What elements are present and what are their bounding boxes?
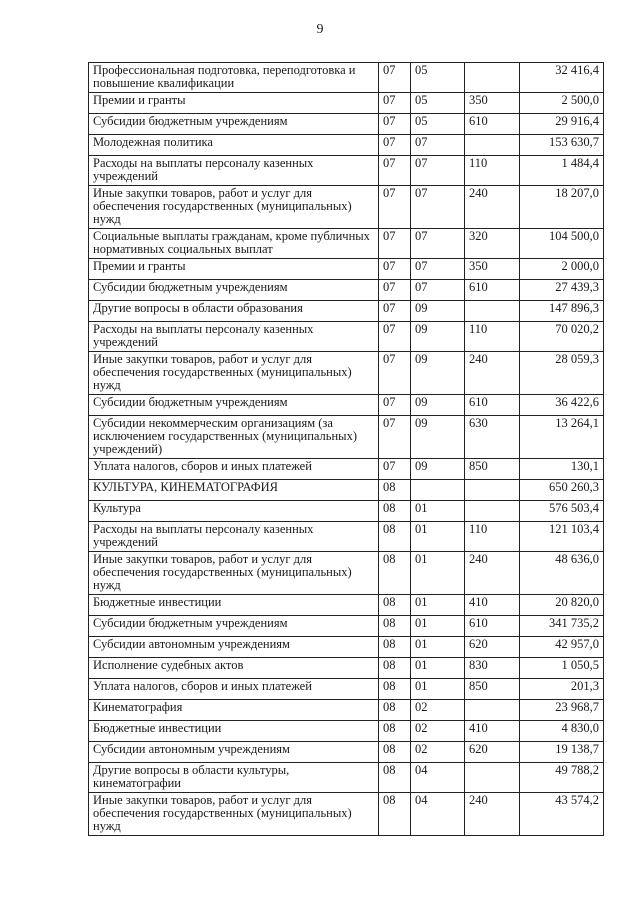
row-amount-cell: 19 138,7: [520, 742, 604, 763]
row-expense-type-cell: 850: [465, 679, 520, 700]
row-section-cell: 08: [379, 595, 411, 616]
row-section-cell: 08: [379, 679, 411, 700]
row-section-cell: 07: [379, 186, 411, 229]
row-subsection-cell: 04: [411, 793, 465, 836]
row-subsection-cell: [411, 480, 465, 501]
budget-table-body: [89, 63, 604, 836]
row-section-cell: 08: [379, 552, 411, 595]
row-subsection-cell: 05: [411, 93, 465, 114]
table-row: [89, 595, 604, 616]
row-name-cell: Иные закупки товаров, работ и услуг для обеспечения государственных (муниципальных) нужд: [89, 186, 379, 229]
row-expense-type-cell: [465, 501, 520, 522]
row-expense-type-cell: 610: [465, 616, 520, 637]
table-row: [89, 501, 604, 522]
row-section-cell: 07: [379, 395, 411, 416]
row-amount-cell: 4 830,0: [520, 721, 604, 742]
row-expense-type-cell: 240: [465, 352, 520, 395]
table-row: [89, 280, 604, 301]
row-expense-type-cell: 620: [465, 637, 520, 658]
row-expense-type-cell: 350: [465, 93, 520, 114]
row-subsection-cell: 01: [411, 679, 465, 700]
table-row: [89, 301, 604, 322]
row-expense-type-cell: 610: [465, 395, 520, 416]
page-number: 9: [316, 22, 324, 37]
row-name-cell: Субсидии автономным учреждениям: [89, 637, 379, 658]
row-amount-cell: 20 820,0: [520, 595, 604, 616]
table-row: [89, 742, 604, 763]
row-name-cell: Расходы на выплаты персоналу казенных учреждений: [89, 156, 379, 186]
row-amount-cell: 104 500,0: [520, 229, 604, 259]
table-row: [89, 679, 604, 700]
row-expense-type-cell: [465, 63, 520, 93]
row-section-cell: 08: [379, 616, 411, 637]
row-name-cell: Субсидии автономным учреждениям: [89, 742, 379, 763]
row-expense-type-cell: 110: [465, 522, 520, 552]
row-amount-cell: 130,1: [520, 459, 604, 480]
row-expense-type-cell: 240: [465, 793, 520, 836]
row-expense-type-cell: 110: [465, 156, 520, 186]
row-name-cell: Премии и гранты: [89, 93, 379, 114]
row-name-cell: Уплата налогов, сборов и иных платежей: [89, 679, 379, 700]
row-subsection-cell: 02: [411, 700, 465, 721]
row-section-cell: 08: [379, 637, 411, 658]
row-name-cell: Профессиональная подготовка, переподготовка и повышение квалификации: [89, 63, 379, 93]
row-section-cell: 08: [379, 763, 411, 793]
row-name-cell: Премии и гранты: [89, 259, 379, 280]
row-subsection-cell: 01: [411, 616, 465, 637]
table-row: [89, 721, 604, 742]
table-row: [89, 793, 604, 836]
row-section-cell: 08: [379, 522, 411, 552]
row-amount-cell: 2 000,0: [520, 259, 604, 280]
row-subsection-cell: 09: [411, 322, 465, 352]
row-name-cell: Расходы на выплаты персоналу казенных учреждений: [89, 322, 379, 352]
row-subsection-cell: 07: [411, 229, 465, 259]
row-section-cell: 07: [379, 156, 411, 186]
row-expense-type-cell: [465, 700, 520, 721]
table-row: [89, 259, 604, 280]
row-expense-type-cell: 240: [465, 552, 520, 595]
row-amount-cell: 32 416,4: [520, 63, 604, 93]
table-row: [89, 395, 604, 416]
row-name-cell: КУЛЬТУРА, КИНЕМАТОГРАФИЯ: [89, 480, 379, 501]
row-amount-cell: 13 264,1: [520, 416, 604, 459]
row-subsection-cell: 04: [411, 763, 465, 793]
table-row: [89, 322, 604, 352]
row-amount-cell: 147 896,3: [520, 301, 604, 322]
table-row: [89, 135, 604, 156]
table-row: [89, 186, 604, 229]
row-name-cell: Другие вопросы в области образования: [89, 301, 379, 322]
row-section-cell: 07: [379, 301, 411, 322]
row-expense-type-cell: 620: [465, 742, 520, 763]
row-expense-type-cell: 320: [465, 229, 520, 259]
row-subsection-cell: 07: [411, 186, 465, 229]
row-name-cell: Субсидии бюджетным учреждениям: [89, 280, 379, 301]
row-section-cell: 08: [379, 721, 411, 742]
row-amount-cell: 2 500,0: [520, 93, 604, 114]
row-name-cell: Кинематография: [89, 700, 379, 721]
row-expense-type-cell: [465, 301, 520, 322]
row-section-cell: 08: [379, 480, 411, 501]
row-expense-type-cell: [465, 135, 520, 156]
row-subsection-cell: 02: [411, 742, 465, 763]
row-subsection-cell: 09: [411, 459, 465, 480]
row-subsection-cell: 09: [411, 352, 465, 395]
row-section-cell: 08: [379, 501, 411, 522]
row-subsection-cell: 07: [411, 280, 465, 301]
budget-table: [88, 62, 604, 836]
row-amount-cell: 28 059,3: [520, 352, 604, 395]
row-name-cell: Бюджетные инвестиции: [89, 721, 379, 742]
row-subsection-cell: 07: [411, 156, 465, 186]
row-name-cell: Иные закупки товаров, работ и услуг для обеспечения государственных (муниципальных) нужд: [89, 352, 379, 395]
row-name-cell: Субсидии бюджетным учреждениям: [89, 616, 379, 637]
row-expense-type-cell: 610: [465, 114, 520, 135]
row-subsection-cell: 07: [411, 135, 465, 156]
row-amount-cell: 121 103,4: [520, 522, 604, 552]
row-name-cell: Субсидии некоммерческим организациям (за исключением государственных (муниципальных) учреждений): [89, 416, 379, 459]
table-row: [89, 93, 604, 114]
row-amount-cell: 341 735,2: [520, 616, 604, 637]
row-expense-type-cell: 240: [465, 186, 520, 229]
row-expense-type-cell: 410: [465, 595, 520, 616]
row-subsection-cell: 01: [411, 658, 465, 679]
row-subsection-cell: 01: [411, 522, 465, 552]
row-subsection-cell: 01: [411, 501, 465, 522]
row-expense-type-cell: [465, 480, 520, 501]
table-row: [89, 480, 604, 501]
row-expense-type-cell: 830: [465, 658, 520, 679]
table-row: [89, 459, 604, 480]
row-name-cell: Исполнение судебных актов: [89, 658, 379, 679]
table-row: [89, 552, 604, 595]
table-row: [89, 352, 604, 395]
row-amount-cell: 36 422,6: [520, 395, 604, 416]
row-expense-type-cell: 630: [465, 416, 520, 459]
row-amount-cell: 29 916,4: [520, 114, 604, 135]
row-amount-cell: 48 636,0: [520, 552, 604, 595]
row-amount-cell: 27 439,3: [520, 280, 604, 301]
row-amount-cell: 1 050,5: [520, 658, 604, 679]
row-name-cell: Субсидии бюджетным учреждениям: [89, 114, 379, 135]
table-row: [89, 522, 604, 552]
row-amount-cell: 43 574,2: [520, 793, 604, 836]
row-subsection-cell: 01: [411, 552, 465, 595]
row-expense-type-cell: 110: [465, 322, 520, 352]
row-name-cell: Молодежная политика: [89, 135, 379, 156]
row-subsection-cell: 05: [411, 63, 465, 93]
row-section-cell: 07: [379, 280, 411, 301]
row-subsection-cell: 05: [411, 114, 465, 135]
row-subsection-cell: 09: [411, 301, 465, 322]
row-amount-cell: 576 503,4: [520, 501, 604, 522]
table-row: [89, 156, 604, 186]
row-amount-cell: 1 484,4: [520, 156, 604, 186]
row-amount-cell: 650 260,3: [520, 480, 604, 501]
row-subsection-cell: 01: [411, 595, 465, 616]
row-section-cell: 07: [379, 322, 411, 352]
table-row: [89, 63, 604, 93]
row-section-cell: 07: [379, 135, 411, 156]
table-row: [89, 637, 604, 658]
row-name-cell: Уплата налогов, сборов и иных платежей: [89, 459, 379, 480]
row-section-cell: 07: [379, 259, 411, 280]
row-section-cell: 07: [379, 93, 411, 114]
row-amount-cell: 70 020,2: [520, 322, 604, 352]
row-section-cell: 08: [379, 793, 411, 836]
row-amount-cell: 23 968,7: [520, 700, 604, 721]
row-section-cell: 08: [379, 658, 411, 679]
row-expense-type-cell: [465, 763, 520, 793]
row-amount-cell: 49 788,2: [520, 763, 604, 793]
row-name-cell: Иные закупки товаров, работ и услуг для обеспечения государственных (муниципальных) нужд: [89, 793, 379, 836]
row-section-cell: 07: [379, 416, 411, 459]
table-row: [89, 114, 604, 135]
row-subsection-cell: 07: [411, 259, 465, 280]
row-section-cell: 07: [379, 114, 411, 135]
row-name-cell: Иные закупки товаров, работ и услуг для обеспечения государственных (муниципальных) нужд: [89, 552, 379, 595]
row-amount-cell: 18 207,0: [520, 186, 604, 229]
row-expense-type-cell: 350: [465, 259, 520, 280]
row-section-cell: 07: [379, 63, 411, 93]
row-amount-cell: 153 630,7: [520, 135, 604, 156]
table-row: [89, 616, 604, 637]
row-section-cell: 07: [379, 229, 411, 259]
table-row: [89, 658, 604, 679]
row-subsection-cell: 09: [411, 395, 465, 416]
row-section-cell: 07: [379, 352, 411, 395]
row-section-cell: 08: [379, 742, 411, 763]
row-expense-type-cell: 610: [465, 280, 520, 301]
row-name-cell: Расходы на выплаты персоналу казенных учреждений: [89, 522, 379, 552]
row-name-cell: Социальные выплаты гражданам, кроме публичных нормативных социальных выплат: [89, 229, 379, 259]
table-row: [89, 700, 604, 721]
row-name-cell: Бюджетные инвестиции: [89, 595, 379, 616]
row-subsection-cell: 09: [411, 416, 465, 459]
row-section-cell: 07: [379, 459, 411, 480]
row-name-cell: Субсидии бюджетным учреждениям: [89, 395, 379, 416]
table-row: [89, 763, 604, 793]
table-row: [89, 229, 604, 259]
row-amount-cell: 201,3: [520, 679, 604, 700]
row-name-cell: Другие вопросы в области культуры, кинематографии: [89, 763, 379, 793]
row-amount-cell: 42 957,0: [520, 637, 604, 658]
row-expense-type-cell: 850: [465, 459, 520, 480]
row-name-cell: Культура: [89, 501, 379, 522]
table-row: [89, 416, 604, 459]
row-section-cell: 08: [379, 700, 411, 721]
row-expense-type-cell: 410: [465, 721, 520, 742]
row-subsection-cell: 02: [411, 721, 465, 742]
row-subsection-cell: 01: [411, 637, 465, 658]
